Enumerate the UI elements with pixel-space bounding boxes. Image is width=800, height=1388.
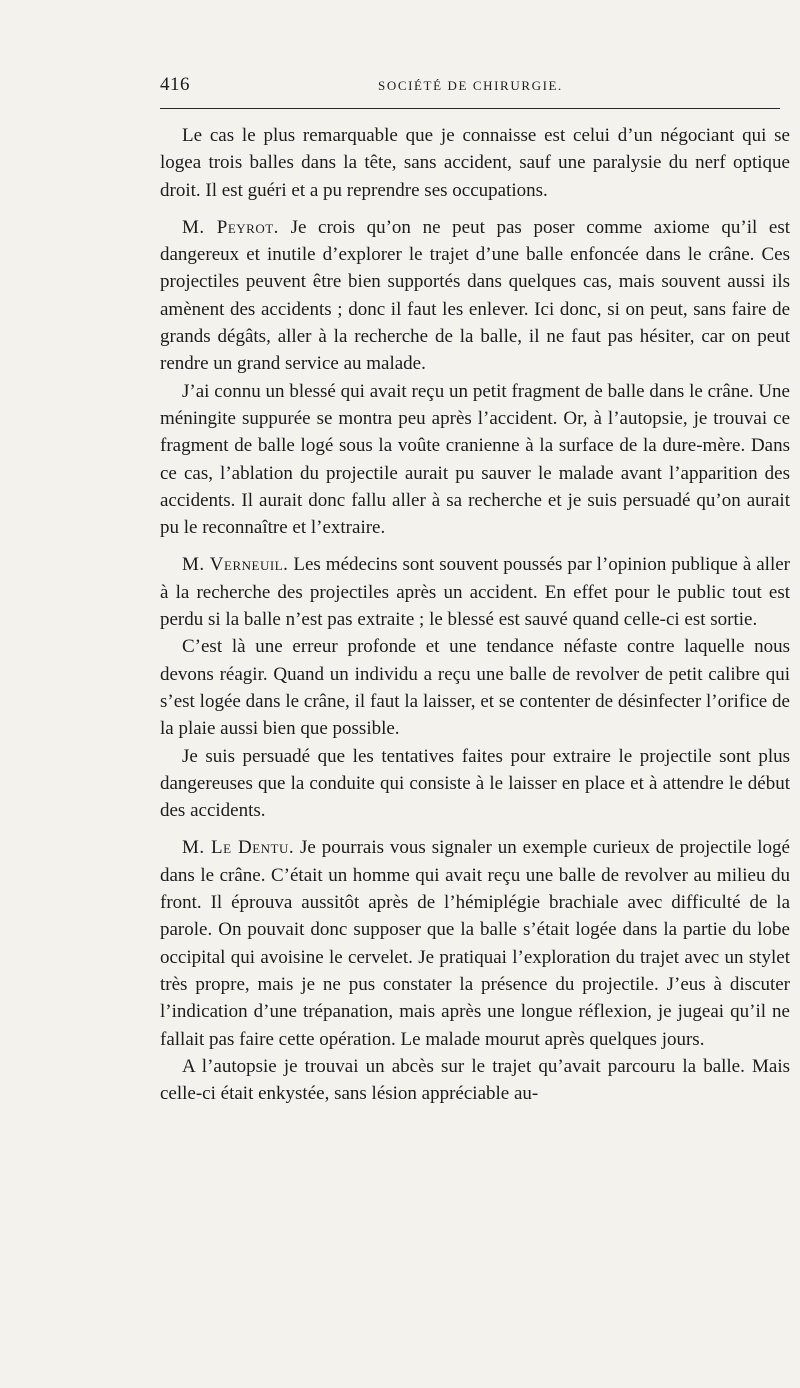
paragraph-text: A l’autopsie je trouvai un abcès sur le trajet qu’avait parcouru la balle. Mais celle-ci était enkystée, sans lésion appréciable au- <box>160 1055 790 1105</box>
speaker-name: M. Le Dentu. <box>182 837 295 859</box>
speaker-name: M. Peyrot. <box>182 216 279 238</box>
speaker-name: M. Verneuil. <box>182 554 289 576</box>
running-head <box>160 74 780 100</box>
paragraph-text: C’est là une erreur profonde et une tendance néfaste contre laquelle nous devons réagir. Quand un individu a reçu une balle de revolver de petit calibre qui s’est logée dans le crâne, il faut la laisser, et se contenter de désinfecter l’orifice de la plaie aussi bien que possible. <box>160 636 790 740</box>
paragraph-text: Je suis persuadé que les tentatives faites pour extraire le projectile sont plus dangereuses que la conduite qui consiste à le laisser en place et à attendre le début des accidents. <box>160 745 790 822</box>
header-rule <box>160 108 780 109</box>
paragraph <box>160 122 790 204</box>
paragraph <box>160 551 790 633</box>
running-head-title: SOCIÉTÉ DE CHIRURGIE. <box>378 78 563 93</box>
paragraph-text: Je crois qu’on ne peut pas poser comme axiome qu’il est dangereux et inutile d’explorer le trajet d’une balle enfoncée dans le crâne. Ces projectiles peuvent être bien supportés dans quelques cas, mais souvent aussi ils amènent des accidents ; donc il faut les enlever. Ici donc, si on peut, sans faire de grands dégâts, aller à la recherche de la balle, il ne faut pas hésiter, car on peut rendre un grand service au malade. <box>160 216 790 375</box>
paragraph-text: J’ai connu un blessé qui avait reçu un petit fragment de balle dans le crâne. Une méningite suppurée se montra peu après l’accident. Or, à l’autopsie, je trouvai ce fragment de balle logé sous la voûte cranienne à la surface de la dure-mère. Dans ce cas, l’ablation du projectile aurait pu sauver le malade avant l’apparition des accidents. Il aurait donc fallu aller à sa recherche et je suis persuadé qu’on aurait pu le reconnaître et l’extraire. <box>160 380 790 539</box>
paragraph <box>160 378 790 542</box>
paragraph <box>160 1053 790 1108</box>
paragraph <box>160 214 790 378</box>
paragraph-text: Le cas le plus remarquable que je connaisse est celui d’un négociant qui se logea trois balles dans la tête, sans accident, sauf une paralysie du nerf optique droit. Il est guéri et a pu reprendre ses occupations. <box>160 125 790 201</box>
paragraph <box>160 633 790 742</box>
paragraph <box>160 743 790 825</box>
paragraph-text: Je pourrais vous signaler un exemple curieux de projectile logé dans le crâne. C’était un homme qui avait reçu une balle de revolver au milieu du front. Il éprouva aussitôt après de l’hémiplégie brachiale avec difficulté de la parole. On pouvait donc supposer que la balle s’était logée dans la partie du lobe occipital qui avoisine le cervelet. Je pratiquai l’exploration du trajet avec un stylet très propre, mais je ne pus constater la présence du projectile. J’eus à discuter l’indication d’une trépanation, mais après une longue réflexion, je jugeai qu’il ne fallait pas faire cette opération. Le malade mourut après quelques jours. <box>160 837 790 1050</box>
paragraph-text: Les médecins sont souvent poussés par l’opinion publique à aller à la recherche des projectiles après un accident. En effet pour le public tout est perdu si la balle n’est pas extraite ; le blessé est sauvé quand celle-ci est sortie. <box>160 554 790 631</box>
paragraph <box>160 834 790 1052</box>
body-text <box>160 122 790 1107</box>
page-number: 416 <box>160 74 190 95</box>
